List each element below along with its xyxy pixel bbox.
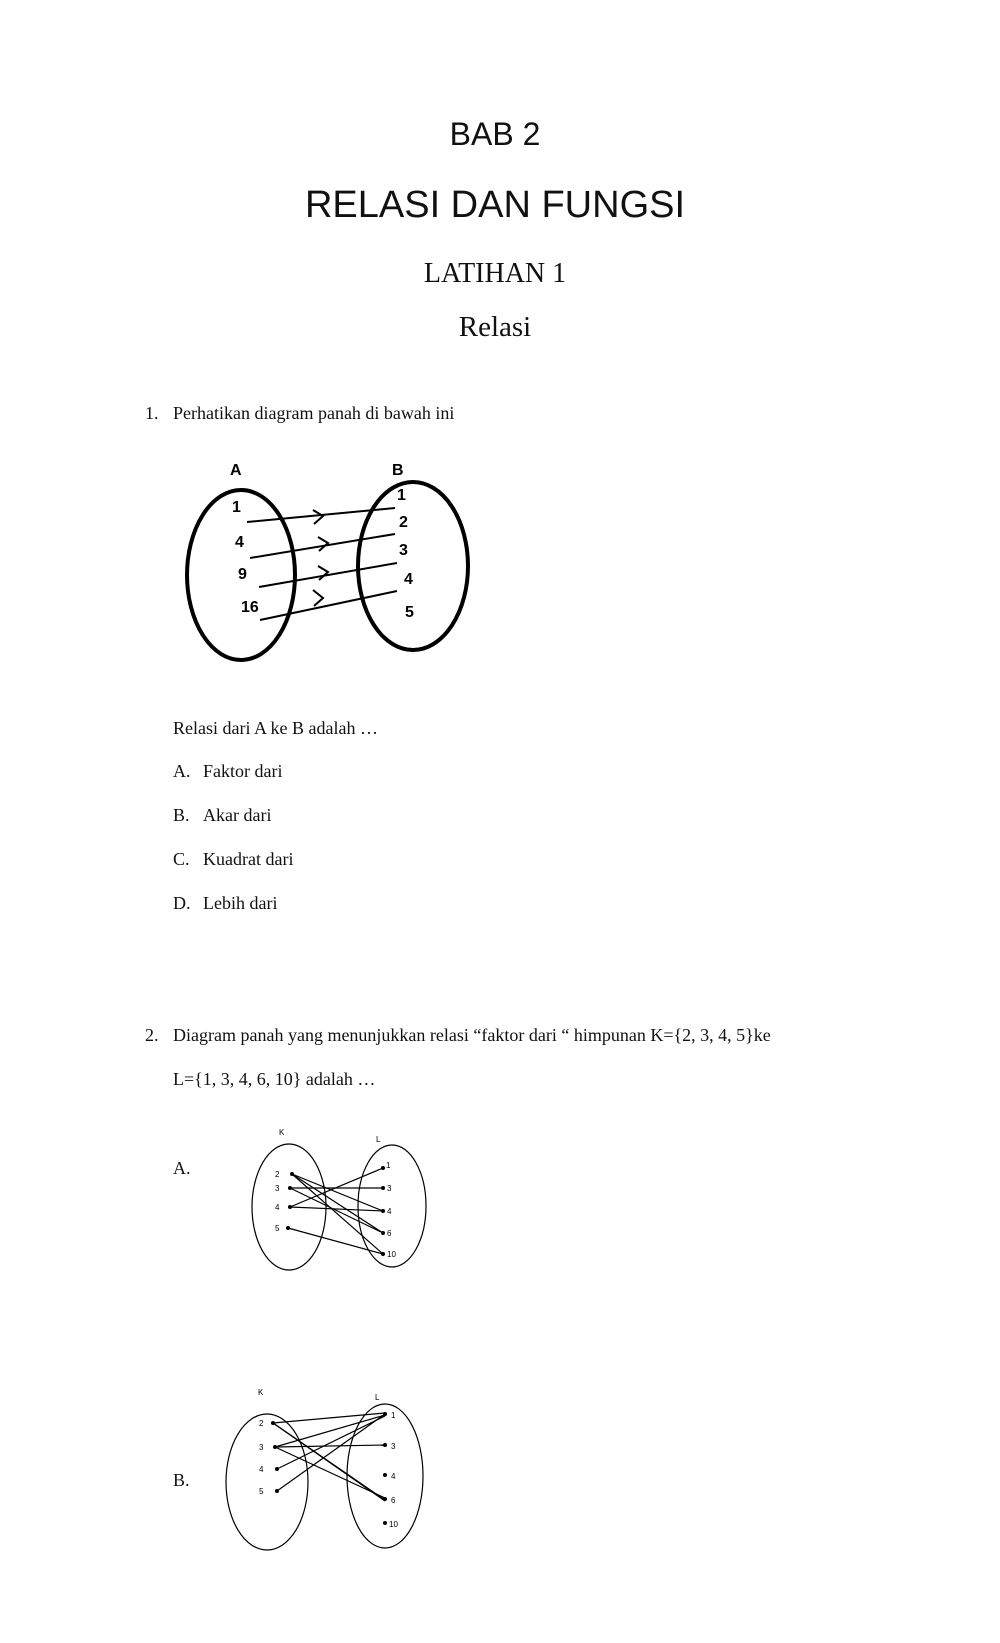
arrowhead-4 xyxy=(313,590,323,606)
arrow-4-2 xyxy=(250,534,395,558)
set-l-element: 1 xyxy=(386,1161,391,1170)
relation-line xyxy=(275,1415,385,1447)
set-a-element: 16 xyxy=(241,599,259,616)
set-b-element: 1 xyxy=(397,487,406,504)
q1-option-a-text[interactable]: Faktor dari xyxy=(203,761,283,781)
set-b-element: 2 xyxy=(399,514,408,531)
set-a-element: 1 xyxy=(232,499,241,516)
set-a-label: A xyxy=(230,462,242,479)
arrow-9-3 xyxy=(259,563,397,587)
set-l-oval xyxy=(358,1145,426,1267)
arrowhead-1 xyxy=(313,510,323,524)
set-k-element: 4 xyxy=(259,1465,264,1474)
set-b-element: 4 xyxy=(404,571,413,588)
set-b-element: 5 xyxy=(405,604,414,621)
q2-prompt-line1: Diagram panah yang menunjukkan relasi “faktor dari “ himpunan K={2, 3, 4, 5}ke xyxy=(173,1025,771,1045)
relation-line xyxy=(275,1445,385,1447)
chapter-heading: BAB 2 xyxy=(449,116,541,152)
set-k-label: K xyxy=(279,1128,285,1137)
q2-option-a-diagram[interactable] xyxy=(250,1128,430,1273)
q1-option-c-text[interactable]: Kuadrat dari xyxy=(203,849,294,869)
q2-option-b-letter[interactable]: B. xyxy=(173,1470,190,1490)
set-l-element: 1 xyxy=(391,1411,396,1420)
q1-arrow-diagram xyxy=(185,462,475,670)
relation-line xyxy=(292,1174,383,1211)
set-l-element: 4 xyxy=(391,1472,396,1481)
set-k-element: 3 xyxy=(259,1443,264,1452)
q1-option-d-text[interactable]: Lebih dari xyxy=(203,893,278,913)
set-k-element: 5 xyxy=(275,1224,280,1233)
q1-option-d-letter: D. xyxy=(173,893,191,913)
relation-line xyxy=(273,1413,385,1423)
relation-line xyxy=(275,1447,385,1498)
q1-option-b-text[interactable]: Akar dari xyxy=(203,805,272,825)
q2-number: 2. xyxy=(145,1025,159,1045)
q2-prompt-line2: L={1, 3, 4, 6, 10} adalah … xyxy=(173,1069,376,1089)
set-l-element: 10 xyxy=(389,1520,398,1529)
relation-line xyxy=(277,1416,385,1469)
set-l-label: L xyxy=(376,1135,381,1144)
set-l-element: 10 xyxy=(387,1250,396,1259)
page-title: RELASI DAN FUNGSI xyxy=(304,184,686,226)
arrowhead-3 xyxy=(318,566,328,580)
set-k-label: K xyxy=(258,1388,264,1397)
q2-option-b-diagram[interactable] xyxy=(225,1385,435,1550)
arrow-16-4 xyxy=(260,591,397,620)
q1-question: Relasi dari A ke B adalah … xyxy=(173,718,378,738)
set-k-oval xyxy=(226,1414,308,1550)
arrowhead-2 xyxy=(318,537,328,551)
exercise-heading: LATIHAN 1 xyxy=(423,258,567,289)
relation-line xyxy=(292,1174,383,1233)
relation-line xyxy=(277,1414,385,1491)
set-l-element: 3 xyxy=(391,1442,396,1451)
set-a-element: 4 xyxy=(235,534,244,551)
q1-option-b-letter: B. xyxy=(173,805,190,825)
set-l-element: 6 xyxy=(391,1496,396,1505)
q1-number: 1. xyxy=(145,403,159,423)
q1-option-c-letter: C. xyxy=(173,849,190,869)
set-k-element: 3 xyxy=(275,1184,280,1193)
set-b-label: B xyxy=(392,462,404,479)
set-b-element: 3 xyxy=(399,542,408,559)
set-l-element: 3 xyxy=(387,1184,392,1193)
topic-heading: Relasi xyxy=(458,311,532,343)
set-k-element: 5 xyxy=(259,1487,264,1496)
relation-line xyxy=(273,1423,385,1500)
set-k-element: 2 xyxy=(275,1170,280,1179)
set-k-element: 2 xyxy=(259,1419,264,1428)
q2-option-a-letter[interactable]: A. xyxy=(173,1158,191,1178)
set-l-element: 4 xyxy=(387,1207,392,1216)
set-a-element: 9 xyxy=(238,566,247,583)
q1-option-a-letter: A. xyxy=(173,761,191,781)
set-l-label: L xyxy=(375,1393,380,1402)
set-k-element: 4 xyxy=(275,1203,280,1212)
q1-prompt: Perhatikan diagram panah di bawah ini xyxy=(173,403,455,423)
set-l-element: 6 xyxy=(387,1229,392,1238)
